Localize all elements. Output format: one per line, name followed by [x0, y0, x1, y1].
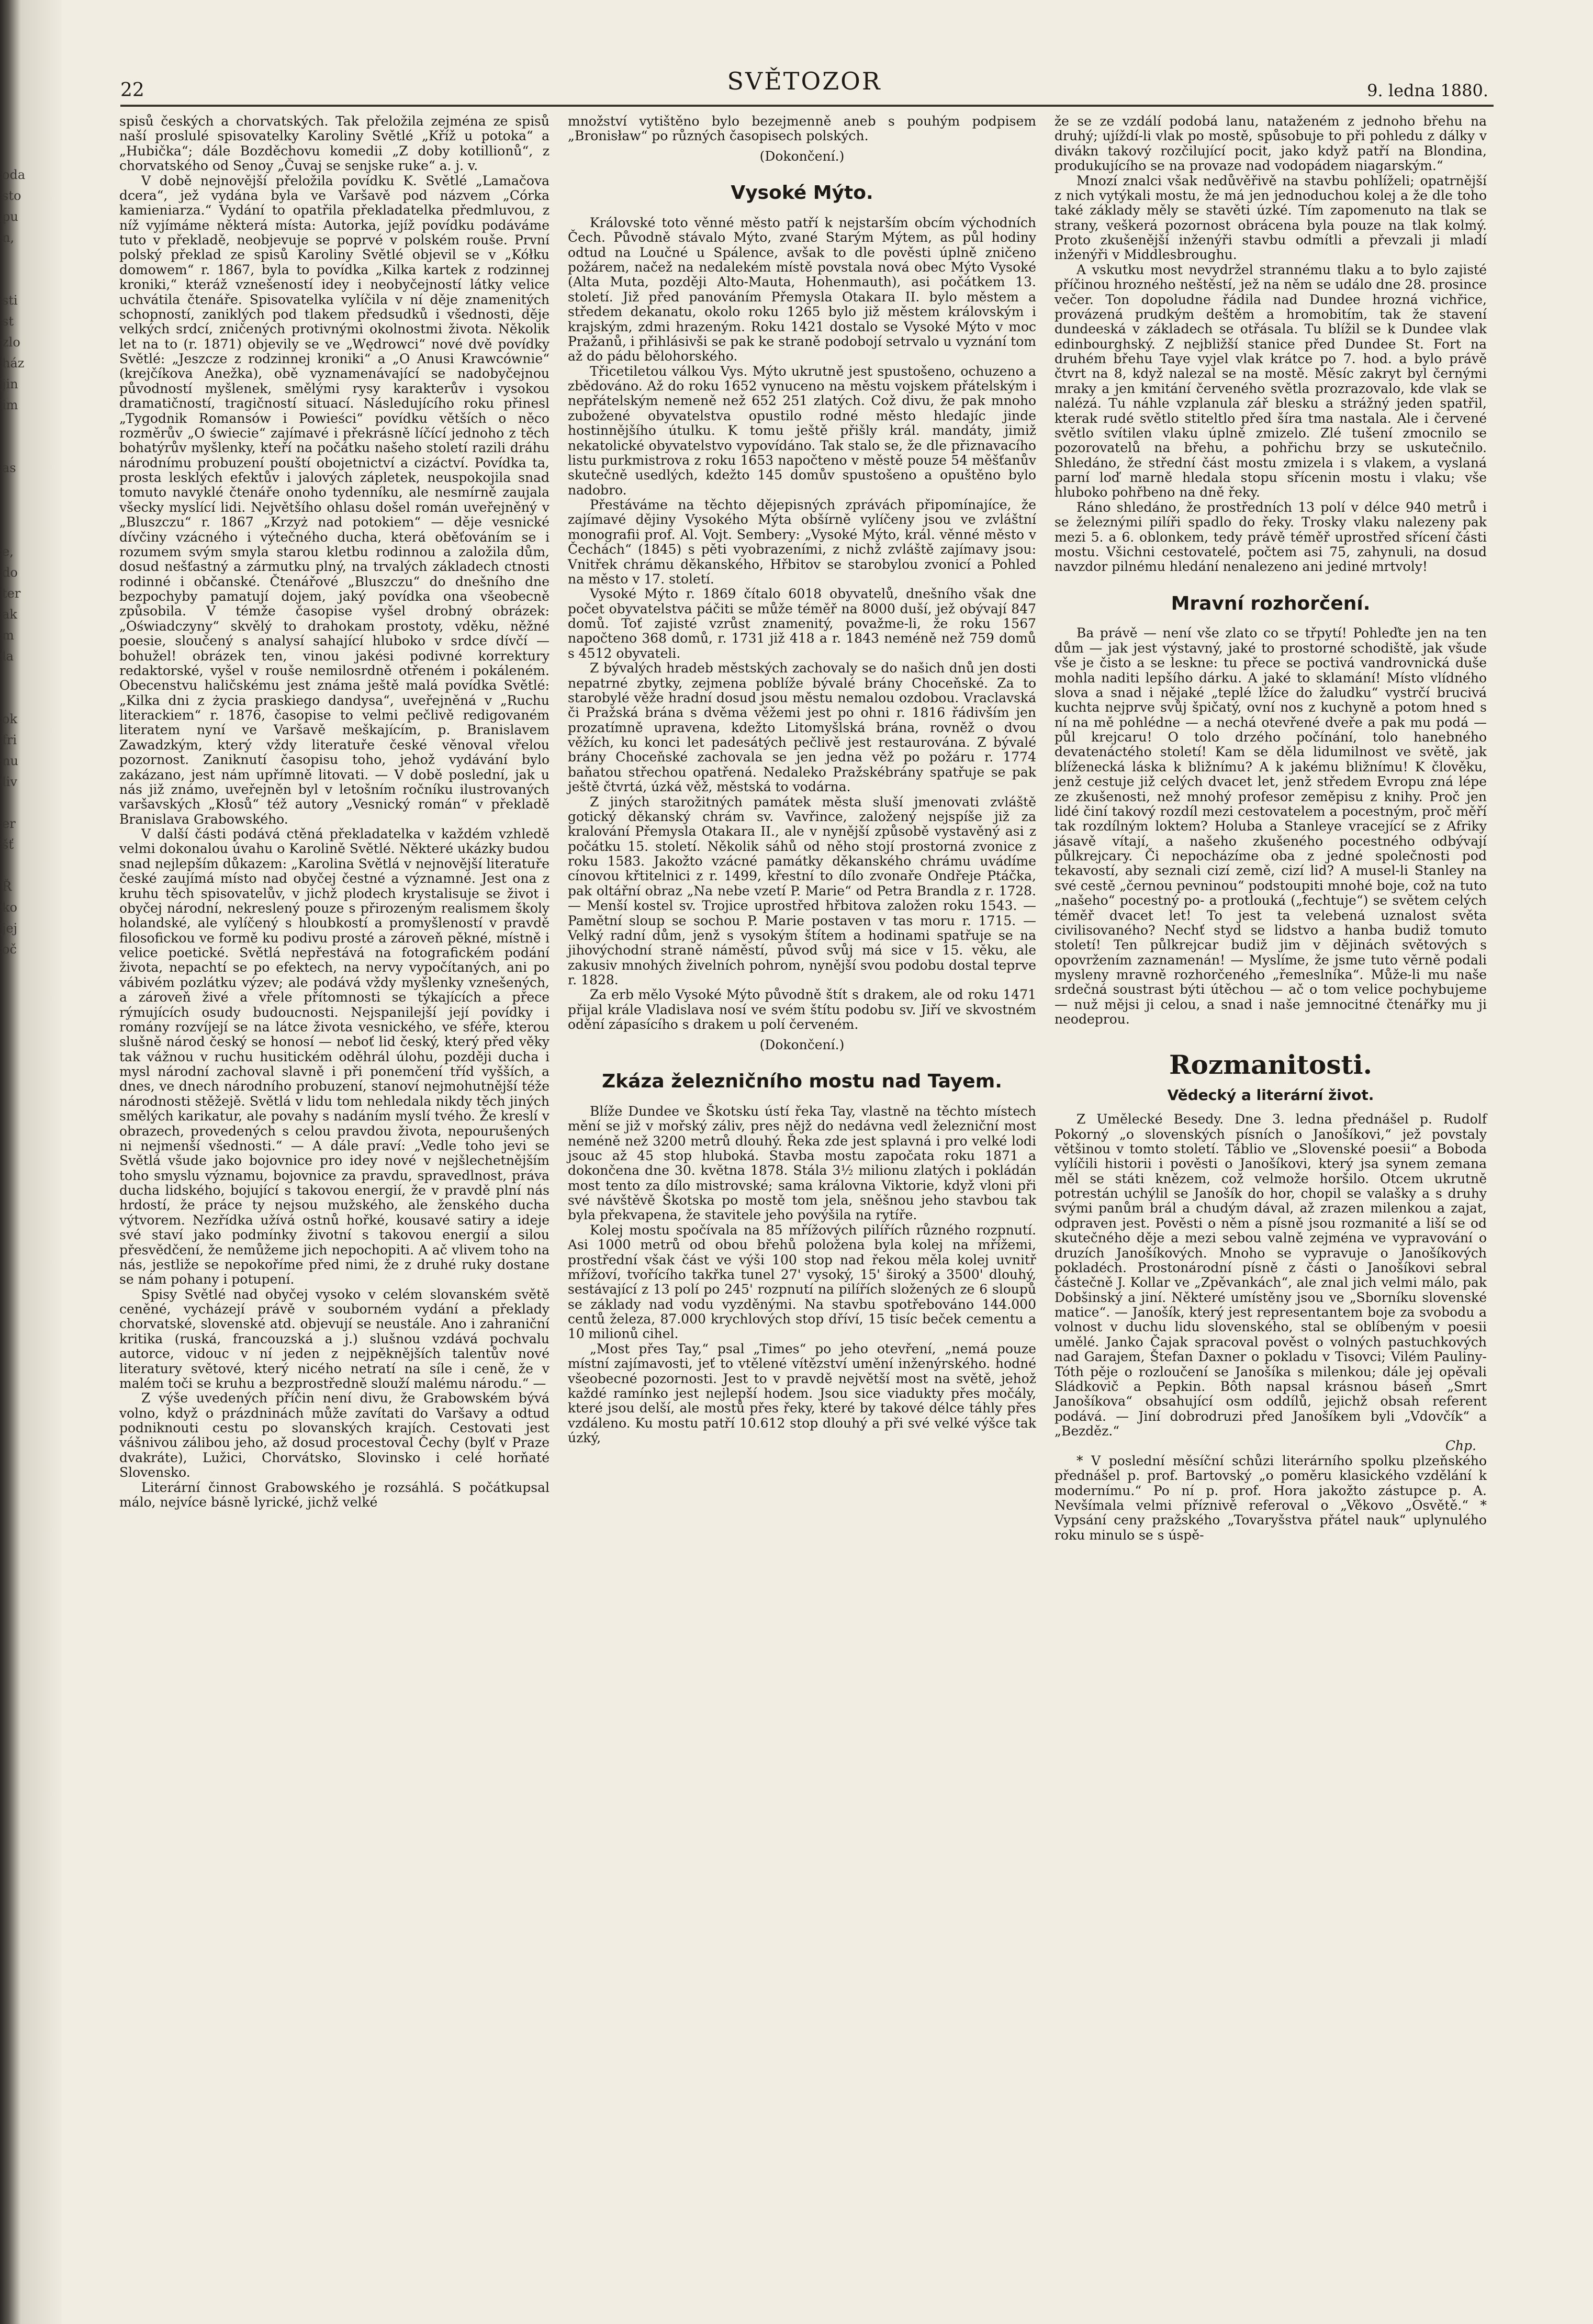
- edge-fragment: zlo: [2, 335, 20, 350]
- paragraph: Spisy Světlé nad obyčej vysoko v celém slovanském světě ceněné, vycházejí právě v souborném vydání a překlady chorvatské, slovenské atd. objevují se neustále. Ano i zahraniční kritika (ruská, francouzská a j.) slušnou vzdává pochvalu autorce, vidouc v ní jeden z nejpěknějších talentův nové literatury světové, který nicého netratí na síle i ceně, že v malém toči se kruhu a bezprostředně slouží malému národu.“ —: [119, 1286, 549, 1391]
- edge-fragment: ter: [2, 586, 21, 601]
- paragraph: Kolej mostu spočívala na 85 mřížových pilířích různého rozpnutí. Asi 1000 metrů od obou břehů položena byla kolej na mřížemi, prostřední však část ve výši 100 stop nad řekou měla kolej uvnitř mřížoví, tvořícího takřka tunel 27' vysoký, 15' široký a 3500' dlouhý, sestávající z 13 polí po 245' rozpnutí na pilířích složených ze 6 sloupů se základy nad vodu vyzděnými. Na stavbu spotřebováno 144.000 centů železa, 87.000 krychlových stop dříví, 15 tisíc beček cementu a 10 milionů cihel.: [568, 1222, 1036, 1342]
- paragraph: Z výše uvedených příčin není divu, že Grabowském bývá volno, když o prázdninách může zavítati do Varšavy a odtud podniknouti cestu po slovanských krajích. Cestovati jest vášnivou zálibou jeho, až dosud procestoval Čechy (bylť v Praze dvakráte), Lužici, Chorvátsko, Slovinsko i celé horňaté Slovensko.: [119, 1390, 549, 1480]
- edge-fragment: e,: [2, 544, 14, 559]
- paragraph: že se ze vzdálí podobá lanu, nataženém z jednoho břehu na druhý; ujíždí-li vlak po mostě, spůsobuje to při pohledu z dálky v divákn takový rozčilující pocit, jako když patří na Blondina, produkujícího se na provaze nad vodopádem niagarským.“: [1054, 114, 1487, 174]
- edge-fragment: m: [2, 628, 14, 643]
- edge-fragment: liv: [2, 774, 17, 789]
- edge-fragment: do: [2, 565, 18, 580]
- edge-fragment: oda: [2, 167, 26, 182]
- paragraph: Z Umělecké Besedy. Dne 3. ledna přednášel p. Rudolf Pokorný „o slovenských písních o Janošíkovi,“ jež povstaly většinou v tomto století. Táblio ve „Slovenské poesii“ a Boboda vylíčili historii i pověsti o Janošíkovi, který jsa synem zemana měl se státi knězem, což velmože horšilo. Otcem ukrutně potrestán uchýlil se Janošík do hor, chopil se valašky a s druhy svými panům brál a chudým dával, až zrazen milenkou a zajat, odpraven jest. Pověsti o něm a písně jsou rozmanité a liší se od skutečného děje a mezi sebou valně zejména ve vypravování o druzích Janošíkových. Mnoho se vypravuje o Janošíkových pokladéch. Prostonárodní písně z části o Janošíkovi sebral částečně J. Kollar ve „Zpěvankách“, ale znal jich velmi málo, pak Dobšinský a jiní. Některé umístěny jsou ve „Sborníku slovenské matice“. — Janošík, který jest representantem boje za svobodu a volnost v duchu lidu slovenského, stal se oblíbeným v poesii umělé. Janko Čajak spracoval pověst o volných pastuchkových nad Garajem, Štefan Daxner o pokladu v Tisovci; Vilém Pauliny-Tóth pěje o rozloučení se Janošíka s milenkou; dále jej opěvali Sládkovič a Pepkin. Bôth napsal krásnou báseň „Smrt Janošíkova“ obsahující osm oddílů, jejichž obsah referent podává. — Jiní dobrodruzi před Janošíkem byli „Vdovčík“ a „Bezděz.“: [1054, 1112, 1487, 1439]
- edge-fragment: im: [2, 398, 18, 412]
- edge-fragment: sti: [2, 293, 18, 308]
- paragraph: Královské toto věnné město patří k nejstarším obcím východních Čech. Původně stávalo Mýto, zvané Starým Mýtem, as půl hodiny odtud na Loučné u Spálence, avšak to dle pověsti úplně zničeno požárem, načež na nedalekém místě povstala nová obec Mýto Vysoké (Alta Muta, později Alto-Mauta, Hohenmauth), asi počátkem 13. století. Již před panováním Přemysla Otakara II. bylo městem a středem dekanatu, okolo roku 1265 bylo již městem královským i krajským, zdmi hrazeným. Roku 1421 dostalo se Vysoké Mýto v moc Pražanů, i přihlásivši se pak ke straně podobojí setrvalo u vyznání tom až do pádu bělohorského.: [568, 215, 1036, 364]
- paragraph: Mnozí znalci však nedůvěřivě na stavbu pohlíželi; opatrnější z nich vytýkali mostu, že má jen jednoduchou kolej a že dle toho také základy měly se stavěti úzké. Tím zapomenuto na tlak se strany, veškerá pozornost obrácena byla pouze na tlak kolmý. Proto zkušenější inženýři stavbu odmítli a převzali ji mladí inženýři v Middlesbroughu.: [1054, 173, 1487, 263]
- section-title-rozmanitosti: Rozmanitosti.: [1169, 1049, 1373, 1080]
- paragraph: spisů českých a chorvatských. Tak přeložila zejména ze spisů naší proslulé spisovatelky Karoliny Světlé „Kříž u potoka“ a „Hubička“; dále Bozděchovu komedii „Z doby kotillionů“, z chorvatského od Senoy „Čuvaj se senjske ruke“ a. j. v.: [119, 114, 549, 174]
- paragraph: Literární činnost Grabowského je rozsáhlá. S počátkupsal málo, nejvíce básně lyrické, jichž velké: [119, 1479, 549, 1510]
- section-title-bridge: Zkáza železničního mostu nad Tayem.: [602, 1070, 1002, 1092]
- column-middle: [568, 114, 1036, 1445]
- section-title-mravni: Mravní rozhorčení.: [1171, 592, 1371, 614]
- edge-fragment: st: [2, 314, 14, 329]
- edge-fragment: jej: [2, 921, 18, 936]
- paragraph: Blíže Dundee ve Škotsku ústí řeka Tay, vlastně na těchto místech mění se již v mořský záliv, pres nějž do nedávna vedl železniční most neméně než 3200 metrů dlouhý. Řeka zde jest splavná i pro velké lodi jsouc až 45 stop hluboká. Stavba mostu započata roku 1871 a dokončena dne 30. května 1878. Stála 3½ milionu zlatých i pokládán most tento za dílo mistrovské; sama královna Viktorie, když vloni při své návštěvě Škotska po mostě tom jela, sněšnou jeho stavbou tak byla překvapena, že stavitele jeho povýšila na rytíře.: [568, 1103, 1036, 1223]
- author-signature: Chp.: [1445, 1438, 1476, 1454]
- edge-fragment: fri: [2, 733, 17, 747]
- paragraph: Přestáváme na těchto dějepisných zprávách připomínajíce, že zajímavé dějiny Vysokého Mýta obšírně vylíčeny jsou ve zvláštní monografii prof. Al. Vojt. Sembery: „Vysoké Mýto, král. věnné město v Čechách“ (1845) s pěti vyobrazeními, z nichž zvláště zajímavy jsou: Vnitřek chrámu děkanského, Hřbitov se starobylou zvonicí a Pohled na město v 17. století.: [568, 497, 1036, 587]
- edge-fragment: n,: [2, 230, 15, 245]
- paragraph: množství vytištěno bylo bezejmenně aneb s pouhým podpisem „Bronisław“ po různých časopisech polských.: [568, 114, 1036, 144]
- column-right: [1054, 114, 1487, 1543]
- page-header: [120, 67, 1488, 104]
- edge-fragment: šť: [2, 837, 14, 852]
- edge-fragment: sto: [2, 188, 21, 203]
- paragraph: „Most přes Tay,“ psal „Times“ po jeho otevření, „nemá pouze místní zajímavosti, jeť to vtělené vítězství umění inženýrského. hodné všeobecné pozornosti. Jest to v pravdě největší most na světě, jehož každé ramínko jest nejlepší hodem. Jsou sice viadukty přes močály, které jsou delší, ale mostů přes řeky, které by takové délce táhly přes vzdáleno. Ku mostu patří 10.612 stop dlouhý a při své velké výšce tak úzký,: [568, 1341, 1036, 1446]
- continuation-note: (Dokončení.): [759, 148, 845, 164]
- edge-fragment: ak: [2, 607, 17, 622]
- header-rule: [120, 105, 1494, 107]
- paragraph: V další části podává ctěná překladatelka v každém vzhledě velmi dokonalou úvahu o Karolině Světlé. Některé ukázky budou snad nejlepším důkazem: „Karolina Světlá v nejnovější literatuře české zaujímá místo nad obyčej čestné a významné. Jest ona z kruhu těch spisovatelův, v jichž plodech krystalisuje se život i obyčej národní, nekreslený pouze s přirozeným realismem školy holandské, ale vylíčený s hloubkostí a promyšleností v pravdě filosofickou ve formě ku podivu prosté a zároveň pěkné, místně i velice poetické. Světlá nepřestává na fotografickém podání života, nepachtí se po efektech, na nervy vypočítaných, ani po vábivém pozlátku výzev; ale podává vždy myšlenky vznešených, a zároveň živé a vřele přítomnosti se týkajících a přece rýmujících osudy budoucnosti. Nejspanilejší její povídky i romány rozvíjejí se na látce života vesnického, ve sféře, kterou slušně národ český se honosí — neboť lid český, který před věky tak vážnou v ruchu husitickém oděhrál úlohu, později ducha i mysl národní zachoval slavně i při ponemčení tříd vyšších, a dnes, ve dnech národního probuzení, stanoví nejmohutnější téže národnosti stěžejě. Světlá v lidu tom nehledala nikdy těch jiných smělých karikatur, ale povahy s nadáním myslí tvého. Že kreslí v obrazech, provedených s celou pravdou života, nepourušených ni nejmenší všednosti.“ — A dále praví: „Vedle toho jevi se Světlá všude jako bojovnice pro idey nové v nejšlechetnějším toho smyslu významu, bojovnice za pravdu, spravedlnost, práva ducha lidského, bojující s takovou energií, že v pravdě plní nás hrdostí, že práce ty nejsou mužského, ale ženského ducha výtvorem. Nezřídka užívá ostnů hořké, kousavé satiry a ideje své staví jako podmínky životní s takovou energií a silou přesvědčení, že nemůžeme jich nepochopiti. A ač vlivem toho na nás, jestliže se nepokoříme před nimi, že z druhé ruky dostane se nám pohany i potupení.: [119, 826, 549, 1287]
- paragraph: A vskutku most nevydržel strannému tlaku a to bylo zajisté příčinou hrozného neštěstí, jež na něm se událo dne 28. prosince večer. Ton dopoludne řádila nad Dundee hrozná vichřice, provázená prudkým deštěm a hromobitím, tak že stavení dundeeská v základech se otřásala. Tu blížil se k Dundee vlak edinbourghský. Z nejbližší stanice před Dundee St. Fort na druhém břehu Taye vyjel vlak krátce po 7. hod. a bylo právě čtvrt na 8, když nalezal se na mostě. Měsíc zakryt byl černými mraky a jen kmitání červeného světla prozrazovalo, kde vlak se nalézá. Tu náhle vzplanula zář blesku a strážný jeden spatřil, kterak rudé světlo stiteltlo před šíra tma nastala. Ale i červené světlo svítilen vlaku úplně zmizelo. Zlé tušení zmocnilo se pozorovatelů na břehu, a pohřichu brzy se uskutečnilo. Shledáno, že střední část mostu zmizela i s vlakem, a vyslaná parní loď marně hledala stopu sřícenin mostu i vlaku; vše hluboko pohřbeno na dně řeky.: [1054, 262, 1487, 500]
- edge-fragment: la: [2, 649, 14, 664]
- paragraph: Vysoké Mýto r. 1869 čítalo 6018 obyvatelů, dnešního však dne počet obyvatelstva páčiti se může téměř na 8000 duší, jež obývají 847 domů. Toť zajisté vzrůst znamenitý, považme-li, že roku 1567 napočteno 368 domů, r. 1731 již 418 a r. 1843 neméně než 759 domů s 4512 obyvateli.: [568, 586, 1036, 661]
- paragraph: Z jiných starožitných památek města sluší jmenovati zvláště gotický děkanský chrám sv. Vavřince, založený nejspíše již za kralování Přemysla Otakara II., ale v nynější způsobě vystavěný asi z počátku 15. století. Několik sáhů od něho stojí prostorná zvonice z roku 1583. Jakožto vzácné památky děkanského chrámu uvádíme cínovou křtitelnici z r. 1499, křestní to dílo zvonaře Ondřeje Ptáčka, pak oltářní obraz „Na nebe vzetí P. Marie“ od Petra Brandla z r. 1728. — Menší kostel sv. Trojice uprostřed hřbitova založen roku 1543. — Pamětní sloup se sochou P. Marie postaven v tas moru r. 1715. — Velký radní dům, jenž s vysokým štítem a hodinami spatřuje se na jihovýchodní straně náměstí, původ svůj má sice v 15. věku, ale zakusiv mnohých živelních pohrom, nynější svou podobu dostal teprve r. 1828.: [568, 794, 1036, 988]
- edge-fragment: jin: [2, 377, 18, 391]
- page-number: 22: [120, 80, 144, 101]
- column-left: [119, 114, 549, 1510]
- masthead-title: SVĚTOZOR: [727, 67, 882, 95]
- subsection-title: Vědecký a literární život.: [1167, 1086, 1374, 1104]
- paragraph: V době nejnovější přeložila povídku K. Světlé „Lamačova dcera“, jež vydána byla ve Varšavě pod názvem „Córka kamieniarza.“ Vydání to opatřila překladatelka předmluvou, z níž vyjímáme některá místa: Autorka, jejíž povídku podáváme tuto v překladě, neobjevuje se poprvé v polském rouše. První polský překlad ze spisů Karoliny Světlé objevil se v „Kółku domowem“ r. 1867, byla to povídka „Kilka kartek z rodzinnej kroniki,“ kteráž vznešeností idey i neobyčejností látky velice uchvátila čtenáře. Spisovatelka vylíčila v ní děje znamenitých schopností, zaniklých pod tlakem předsudků i všednosti, děje velkých srdcí, zničených protivnými okolnostmi života. Několik let na to (r. 1871) objevily se ve „Wędrowci“ nové dvě povídky Světlé: „Jeszcze z rodzinnej kroniki“ a „O Anusi Krawcównie“ (krejčíkova Anežka), obě vyznamenávající se nadobyčejnou původností myšlenek, smělými rysy karakterův i vysokou dramatičností, tragičností situací. Následujícího roku přinesl „Tygodnik Romansów i Powieści“ povídku větších o něco rozměrův „O świecie“ zajímavé i překrásně líčící jednoho z těch bohatýrův myšlenky, kteří na počátku našeho století razili dráhu národnímu probuzení pouští obojetnictví a cizáctví. Povídka ta, prosta lesklých efektův i jalových zápletek, neuspokojila snad tomuto navyklé čtenáře onoho tydenníku, ale nesmírně zaujala všecky myslící lidi. Největšího ohlasu došel román uveřejněný v „Bluszczu“ r. 1867 „Krzyż nad potokiem“ — děje vesnické dívčiny vzácného i výtečného ducha, která oběťováním se i rozumem svým smyla starou kletbu rodinnou a založila dům, dosud nešťastný a zármutku plný, na trvalých základech ctnosti rodinné i občanské. Čtenářové „Bluszczu“ do dnešního dne bezpochyby pamatují dojem, jaký povídka ona všeobecně způsobila. V témže časopise vyšel drobný obrázek: „Oświadczyny“ skvělý to drahokam prostoty, vděku, něžné poesie, sloučený s analysí sahající hluboko v srdce dívčí — bohužel! obrázek ten, vinou jakési podivné korrektury redaktorské, vyšel v rouše nemilosrdně otřeném i pokáleném. Obecenstvu haličskému jest známa ještě malá povídka Světlé: „Kilka dni z życia praskiego dandysa“, uveřejněná v „Ruchu literackiem“ r. 1876, časopise to velmi pečlivě redigovaném literatem nyní ve Varšavě meškajícím, p. Branislavem Zawadzkým, který vždy literatuře české věnoval vřelou pozornost. Zaniknutí časopisu toho, jehož vydávání bylo zakázano, jest nám upřímně litovati. — V době poslední, jak u nás již známo, uveřejněn byl v letošním ročníku ilustrovaných varšavských „Kłosů“ též autory „Vesnický román“ v překladě Branislava Grabowského.: [119, 173, 549, 827]
- edge-fragment: ko: [2, 900, 17, 915]
- paragraph: Ráno shledáno, že prostředních 13 polí v délce 940 metrů i se železnými pilíři spadlo do řeky. Trosky vlaku nalezeny pak mezi 5. a 6. oblonkem, tedy právě téměř uprostřed sřícení části mostu. Všichni cestovatelé, počtem asi 75, zahynuli, na dosud navzdor pilnému hledání nenalezeno ani jediné mrtvoly!: [1054, 499, 1487, 575]
- edge-fragment: oč: [2, 942, 17, 957]
- edge-fragment: nu: [2, 754, 18, 768]
- edge-fragment: ok: [2, 712, 17, 726]
- edge-fragment: Ř: [2, 879, 12, 894]
- edge-fragment: pu: [2, 209, 18, 224]
- continuation-note: (Dokončení.): [759, 1037, 845, 1052]
- edge-fragment: ház: [2, 356, 25, 371]
- page-edge: [0, 0, 62, 2324]
- issue-date: 9. ledna 1880.: [1367, 81, 1488, 100]
- edge-fragment: as: [2, 461, 16, 475]
- edge-fragment: er: [2, 816, 16, 831]
- paragraph: Za erb mělo Vysoké Mýto původně štít s drakem, ale od roku 1471 přijal krále Vladislava nosí ve svém štítu podobu sv. Jiří ve skvostném odění zápasícího s drakem u polí červeném.: [568, 987, 1036, 1032]
- section-title-vysoke-myto: Vysoké Mýto.: [731, 182, 873, 204]
- paragraph: Ba právě — není vše zlato co se třpytí! Pohleďte jen na ten dům — jak jest výstavný, jaké to prostorné schodiště, jak všude vše je čisto a se leskne: tu přece se poctivá vandrovnická duše mohla naditi lepšího dárku. A jaké to sklamání! Místo vlídného slova a snad i nějaké „teplé lžíce do žaludku“ vystrčí brucivá kuchta nejprve svůj špičatý, ovní nos z kuchyně a potom hned s ní na mě pohlédne — a nechá otevřené dveře a pak mu podá — půl krejcaru! O tolo drzého počínání, tolo hanebného devatenáctého století! Kam se děla lidumilnost ve světě, jak blíženecká láska k bližnímu? A k jakému bližnímu! K člověku, jenž cestuje již celých dvacet let, jenž středem Evropu zná lépe ze zkušenosti, než mnohý profesor zeměpisu z knihy. Proč jen lidé činí takový rozdíl mezi cestovatelem a pocestným, proč měří tak rozdílným loktem? Holuba a Stanleye vracející se z Afriky jásavě vítají, a našeho zkušeného pocestného odbývají půlkrejcary. Či nepocházíme oba z jedné společnosti pod tekavostí, aby seznali cizí země, cizí lid? A musel-li Stanley na své cestě „černou pevninou“ podstoupiti mnohé boje, což na tuto „našeho“ pocestný po- a protlouká („fechtuje“) se světem celých téměř dvacet let! To jest ta velebená uznalost světa civilisovaného? Nechť styd se lidstvo a hanba budiž tomuto století! Ten půlkrejcar budiž jim v dějinách světových s opovržením zaznamenán! — Myslíme, že jsme tuto věrně podali mysleny mravně rozhorčeného „řemeslníka“. Může-li mu naše srdečná soustrast býti útěchou — ač o tom velice pochybujeme — nuž mějsi ji celou, a snad i naše jemnocitné čtenářky mu ji neodeprou.: [1054, 625, 1487, 1027]
- paragraph: * V poslední měsíční schůzi literárního spolku plzeňského přednášel p. prof. Bartovský „o poměru klasického vzdělání k modernímu.“ Po ní p. prof. Hora jakožto zástupce p. A. Nevšímala velmi příznivě referoval o „Věkovo „Osvětě.“ * Vypsání ceny pražského „Tovaryšstva přátel nauk“ uplynulého roku minulo se s úspě-: [1054, 1453, 1487, 1543]
- paragraph: Z bývalých hradeb městských zachovaly se do našich dnů jen dosti nepatrné zbytky, zejmena poblíže bývalé brány Choceňské. Za to starobylé věže hradní dosud jsou městu nemalou ozdobou. Vraclavská či Pražská brána s dvěma věžemi jest po ohni r. 1816 řádivším jen prozatímně upravena, kdežto Litomyšlská brána, rovněž o dvou věžích, ku konci let padesátých pečlivě jest restaurována. Z bývalé brány Choceňské zachovala se jen jedna věž po požáru r. 1774 baňatou střechou opatřená. Nedaleko Pražskébrány spatřuje se pak ještě čtvrtá, úzká věž, městská to vodárna.: [568, 660, 1036, 795]
- paragraph: Třicetiletou válkou Vys. Mýto ukrutně jest spustošeno, ochuzeno a zbědováno. Až do roku 1652 vynuceno na městu vojskem přátelským i nepřátelským nemeně než 652 251 zlatých. Což divu, že pak mnoho zubožené obyvatelstva opustilo rodné město hledajíc jinde hostinnějšího útulku. K tomu ještě přišly král. mandáty, jimiž nekatolické obyvatelstvo vypovídáno. Tak stalo se, že dle přiznavacího listu purkmistrova z roku 1653 napočteno v městě pouze 54 měšťanův skutečně usedlých, kdežto 145 domův spustošeno a opuštěno bylo nadobro.: [568, 363, 1036, 498]
